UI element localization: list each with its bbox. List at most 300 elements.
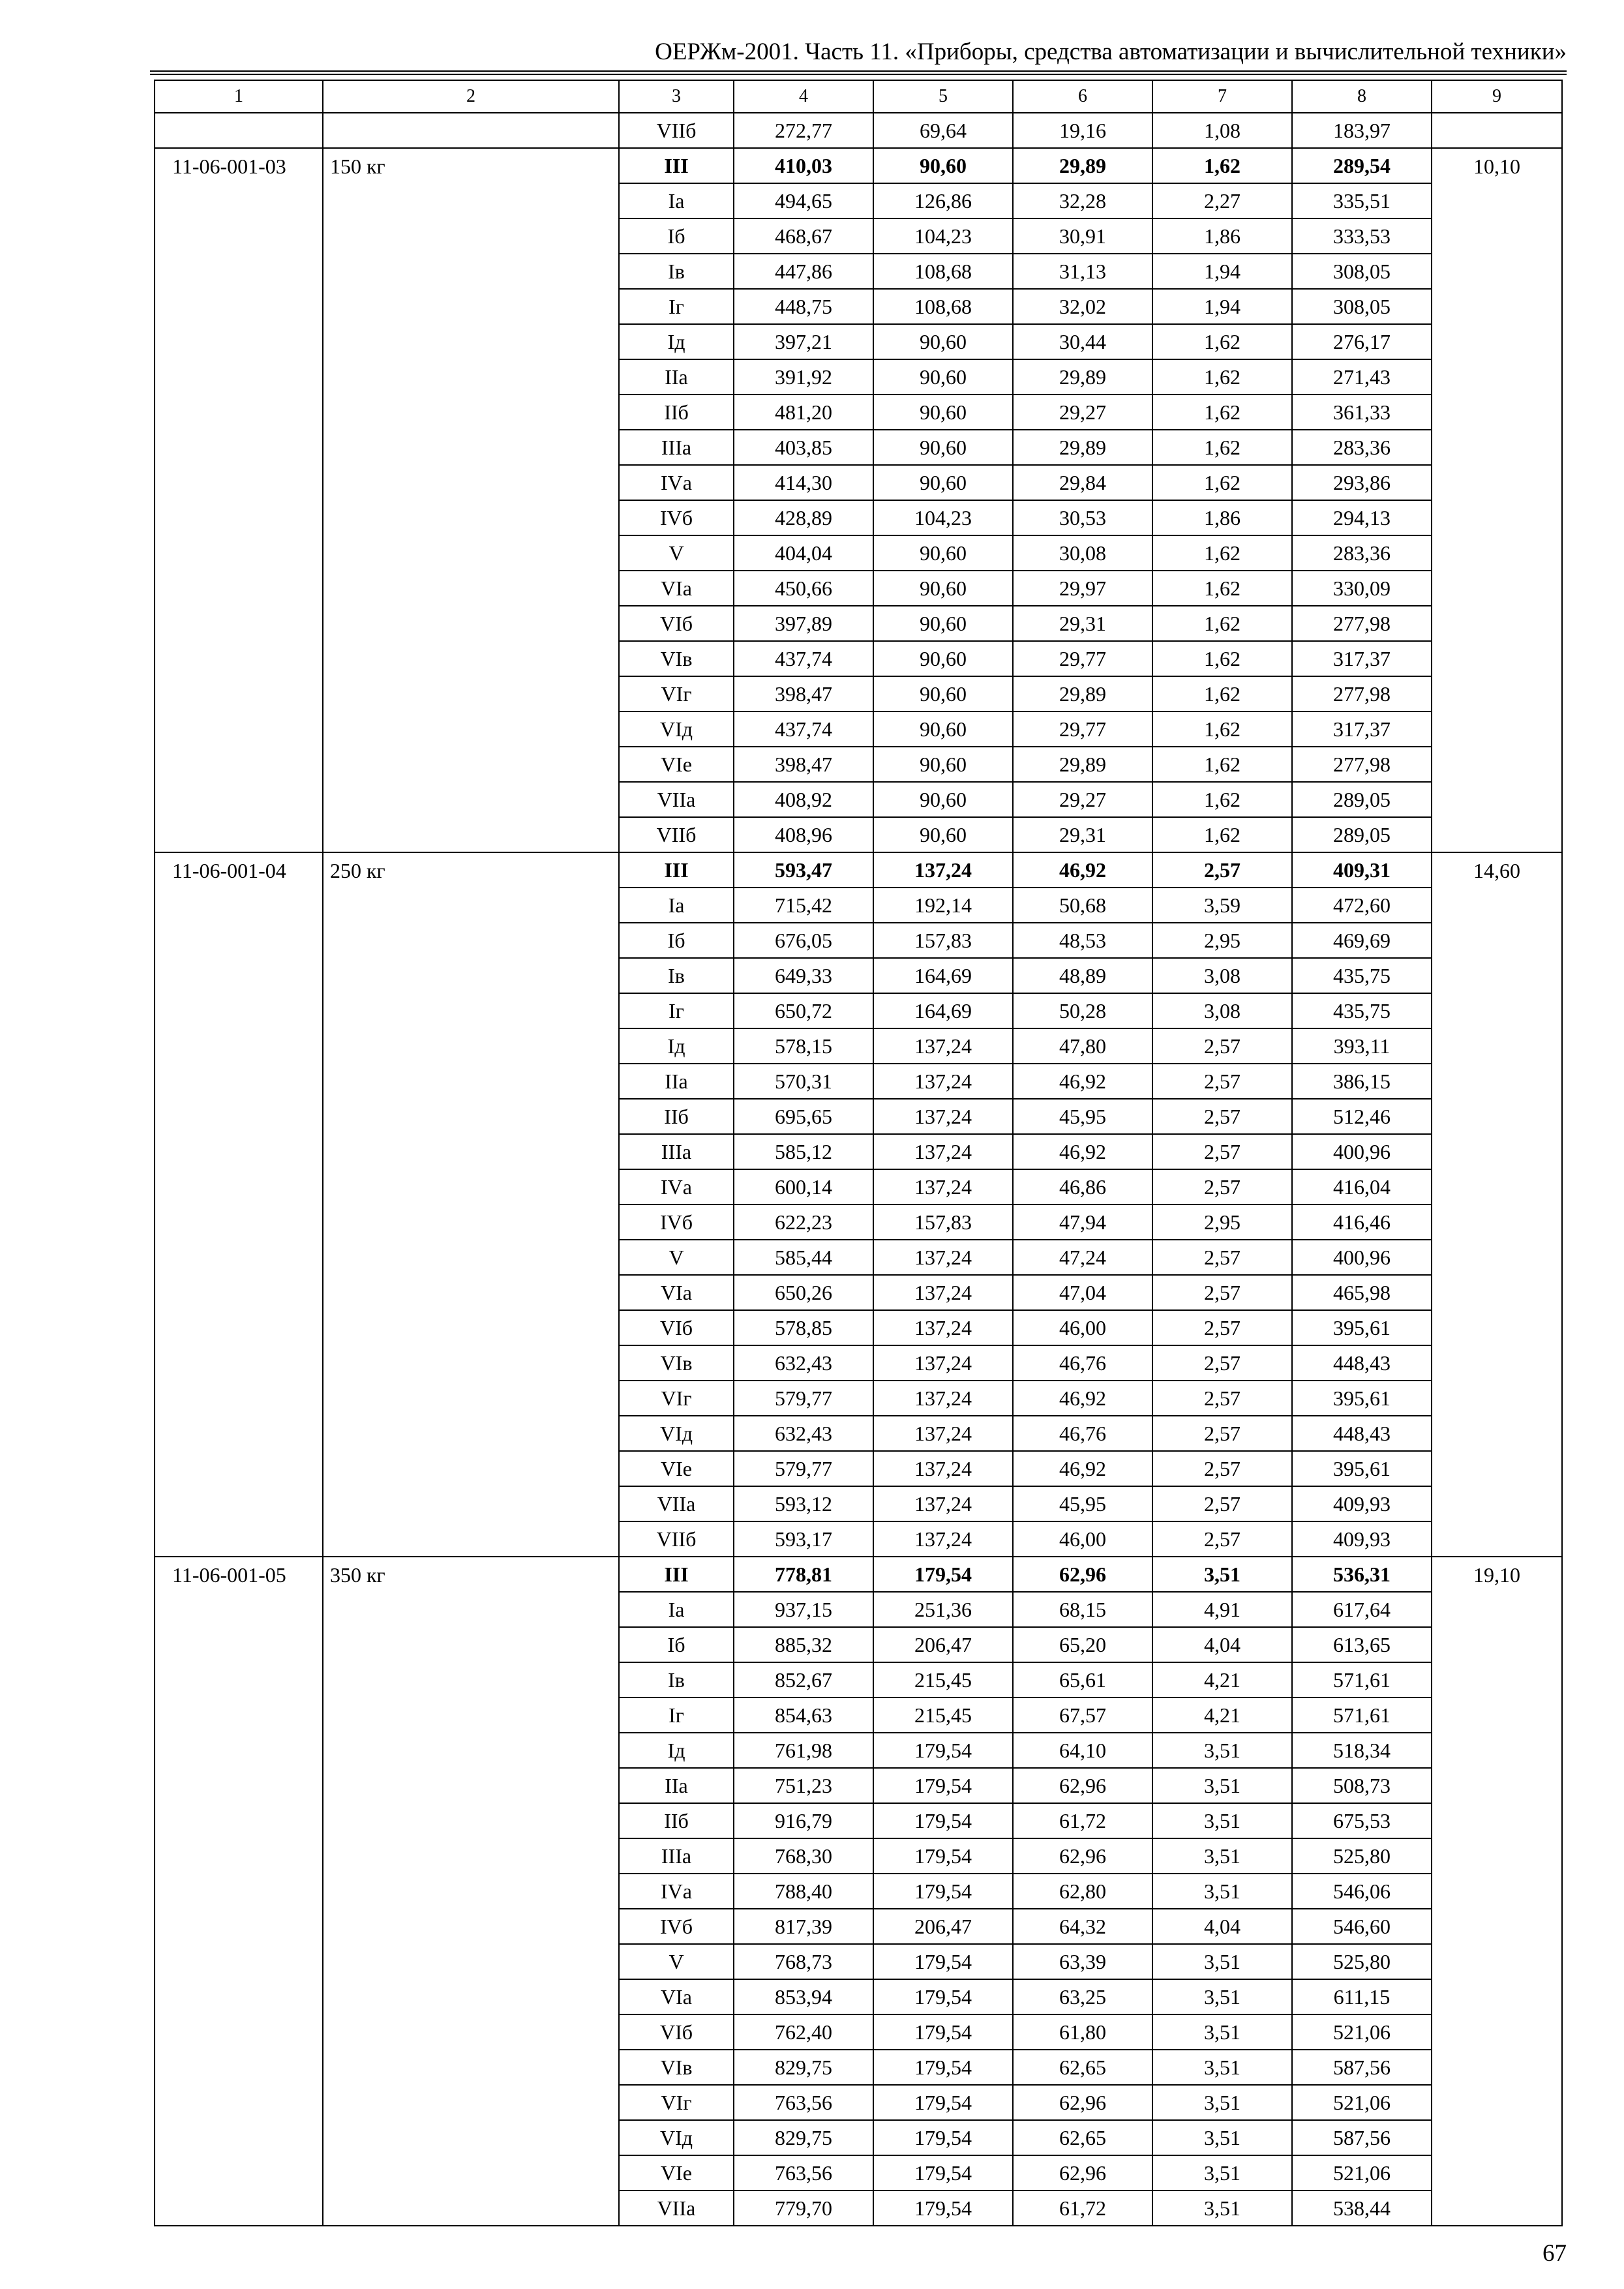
row-code-cell: [155, 606, 323, 641]
row-value-cell: 521,06: [1292, 2085, 1432, 2120]
row-value-cell: 571,61: [1292, 1662, 1432, 1698]
row-col9-cell: [1432, 1803, 1562, 1838]
row-value-cell: 611,15: [1292, 1979, 1432, 2014]
row-value-cell: 46,86: [1013, 1169, 1152, 1204]
row-col9-cell: [1432, 1169, 1562, 1204]
row-name-cell: [323, 606, 619, 641]
row-value-cell: 31,13: [1013, 254, 1152, 289]
row-value-cell: 206,47: [873, 1909, 1013, 1944]
row-value-cell: 108,68: [873, 289, 1013, 324]
row-code-cell: [155, 1310, 323, 1345]
row-value-cell: 32,28: [1013, 183, 1152, 218]
row-value-cell: 108,68: [873, 254, 1013, 289]
row-value-cell: 448,43: [1292, 1345, 1432, 1381]
row-value-cell: 3,08: [1152, 958, 1292, 993]
row-name-cell: [323, 1381, 619, 1416]
row-value-cell: 90,60: [873, 359, 1013, 395]
row-value-cell: 30,44: [1013, 324, 1152, 359]
table-row: [155, 1768, 1562, 1803]
row-value-cell: 3,51: [1152, 2191, 1292, 2226]
row-code-cell: [155, 1909, 323, 1944]
row-code-cell: 11-06-001-03: [155, 148, 323, 183]
row-name-cell: [323, 1345, 619, 1381]
row-value-cell: 1,62: [1152, 606, 1292, 641]
row-category-cell: V: [619, 1944, 734, 1979]
row-value-cell: 46,00: [1013, 1521, 1152, 1557]
row-value-cell: 397,89: [734, 606, 873, 641]
row-value-cell: 1,08: [1152, 113, 1292, 148]
row-value-cell: 90,60: [873, 430, 1013, 465]
row-value-cell: 179,54: [873, 1557, 1013, 1592]
row-code-cell: [155, 1240, 323, 1275]
table-row: [155, 1275, 1562, 1310]
row-col9-cell: [1432, 923, 1562, 958]
table-row: [155, 571, 1562, 606]
row-category-cell: Iд: [619, 324, 734, 359]
row-name-cell: [323, 1803, 619, 1838]
row-value-cell: 137,24: [873, 1310, 1013, 1345]
row-value-cell: 2,57: [1152, 1345, 1292, 1381]
row-value-cell: 277,98: [1292, 676, 1432, 711]
row-value-cell: 46,92: [1013, 1381, 1152, 1416]
row-value-cell: 512,46: [1292, 1099, 1432, 1134]
row-category-cell: VIб: [619, 1310, 734, 1345]
row-col9-cell: [1432, 606, 1562, 641]
row-value-cell: 90,60: [873, 606, 1013, 641]
row-category-cell: VIIб: [619, 1521, 734, 1557]
row-value-cell: 179,54: [873, 1838, 1013, 1874]
table-row: [155, 1310, 1562, 1345]
row-col9-cell: [1432, 888, 1562, 923]
row-value-cell: 2,57: [1152, 1486, 1292, 1521]
row-value-cell: 435,75: [1292, 993, 1432, 1028]
row-col9-cell: [1432, 535, 1562, 571]
table-row: [155, 2155, 1562, 2191]
table-row: [155, 711, 1562, 747]
row-code-cell: [155, 747, 323, 782]
row-value-cell: 137,24: [873, 1451, 1013, 1486]
row-value-cell: 335,51: [1292, 183, 1432, 218]
row-value-cell: 137,24: [873, 1240, 1013, 1275]
row-category-cell: VIб: [619, 2014, 734, 2050]
row-category-cell: VIд: [619, 711, 734, 747]
row-value-cell: 215,45: [873, 1662, 1013, 1698]
row-category-cell: IIа: [619, 1064, 734, 1099]
row-value-cell: 47,80: [1013, 1028, 1152, 1064]
row-value-cell: 65,20: [1013, 1627, 1152, 1662]
row-name-cell: [323, 711, 619, 747]
row-value-cell: 1,62: [1152, 359, 1292, 395]
row-name-cell: [323, 888, 619, 923]
row-value-cell: 398,47: [734, 676, 873, 711]
row-value-cell: 2,57: [1152, 1099, 1292, 1134]
table-row: [155, 1698, 1562, 1733]
table-row: [155, 1627, 1562, 1662]
row-code-cell: [155, 1416, 323, 1451]
column-header: 9: [1432, 80, 1562, 113]
table-row: [155, 1345, 1562, 1381]
row-col9-cell: [1432, 2155, 1562, 2191]
row-value-cell: 137,24: [873, 1381, 1013, 1416]
row-name-cell: [323, 2050, 619, 2085]
row-value-cell: 4,04: [1152, 1627, 1292, 1662]
row-value-cell: 1,62: [1152, 148, 1292, 183]
row-col9-cell: [1432, 2120, 1562, 2155]
row-value-cell: 137,24: [873, 1486, 1013, 1521]
row-value-cell: 632,43: [734, 1416, 873, 1451]
table-row: [155, 1099, 1562, 1134]
column-header: 2: [323, 80, 619, 113]
table-row: [155, 500, 1562, 535]
row-value-cell: 715,42: [734, 888, 873, 923]
row-value-cell: 437,74: [734, 641, 873, 676]
row-value-cell: 4,04: [1152, 1909, 1292, 1944]
row-value-cell: 437,74: [734, 711, 873, 747]
row-code-cell: [155, 711, 323, 747]
row-col9-cell: [1432, 1521, 1562, 1557]
row-value-cell: 29,27: [1013, 395, 1152, 430]
table-row: [155, 1451, 1562, 1486]
row-category-cell: VIг: [619, 2085, 734, 2120]
row-value-cell: 632,43: [734, 1345, 873, 1381]
row-category-cell: VIв: [619, 641, 734, 676]
row-value-cell: 30,91: [1013, 218, 1152, 254]
row-value-cell: 3,51: [1152, 1838, 1292, 1874]
row-value-cell: 179,54: [873, 2191, 1013, 2226]
row-name-cell: [323, 359, 619, 395]
row-value-cell: 90,60: [873, 817, 1013, 852]
row-name-cell: [323, 1979, 619, 2014]
row-value-cell: 3,51: [1152, 1557, 1292, 1592]
row-value-cell: 157,83: [873, 1204, 1013, 1240]
row-value-cell: 579,77: [734, 1451, 873, 1486]
row-name-cell: [323, 183, 619, 218]
row-name-cell: [323, 113, 619, 148]
row-col9-cell: [1432, 359, 1562, 395]
row-name-cell: [323, 2155, 619, 2191]
row-value-cell: 277,98: [1292, 747, 1432, 782]
row-value-cell: 779,70: [734, 2191, 873, 2226]
row-code-cell: [155, 641, 323, 676]
row-value-cell: 468,67: [734, 218, 873, 254]
row-category-cell: VIд: [619, 2120, 734, 2155]
row-value-cell: 29,77: [1013, 711, 1152, 747]
row-value-cell: 854,63: [734, 1698, 873, 1733]
row-value-cell: 2,57: [1152, 1521, 1292, 1557]
row-category-cell: VIб: [619, 606, 734, 641]
row-value-cell: 395,61: [1292, 1310, 1432, 1345]
row-code-cell: [155, 1803, 323, 1838]
row-value-cell: 536,31: [1292, 1557, 1432, 1592]
row-code-cell: [155, 324, 323, 359]
row-value-cell: 778,81: [734, 1557, 873, 1592]
row-value-cell: 916,79: [734, 1803, 873, 1838]
row-value-cell: 61,72: [1013, 1803, 1152, 1838]
row-category-cell: VIе: [619, 747, 734, 782]
row-category-cell: IIб: [619, 1099, 734, 1134]
row-value-cell: 289,05: [1292, 817, 1432, 852]
row-name-cell: [323, 1134, 619, 1169]
table-row: [155, 535, 1562, 571]
row-category-cell: Iг: [619, 289, 734, 324]
row-value-cell: 1,62: [1152, 395, 1292, 430]
row-code-cell: [155, 1662, 323, 1698]
row-col9-cell: 14,60: [1432, 852, 1562, 888]
row-value-cell: 1,62: [1152, 782, 1292, 817]
row-name-cell: [323, 1733, 619, 1768]
row-value-cell: 525,80: [1292, 1944, 1432, 1979]
row-category-cell: Iа: [619, 888, 734, 923]
row-value-cell: 400,96: [1292, 1134, 1432, 1169]
row-value-cell: 104,23: [873, 500, 1013, 535]
row-value-cell: 768,73: [734, 1944, 873, 1979]
row-value-cell: 763,56: [734, 2155, 873, 2191]
row-value-cell: 829,75: [734, 2120, 873, 2155]
row-value-cell: 403,85: [734, 430, 873, 465]
row-value-cell: 600,14: [734, 1169, 873, 1204]
row-category-cell: Iа: [619, 183, 734, 218]
row-value-cell: 649,33: [734, 958, 873, 993]
row-col9-cell: [1432, 1275, 1562, 1310]
row-category-cell: VIд: [619, 1416, 734, 1451]
row-value-cell: 61,80: [1013, 2014, 1152, 2050]
row-name-cell: [323, 2120, 619, 2155]
page-number: 67: [1542, 2240, 1567, 2267]
row-col9-cell: [1432, 993, 1562, 1028]
row-value-cell: 29,89: [1013, 676, 1152, 711]
row-value-cell: 448,75: [734, 289, 873, 324]
row-value-cell: 885,32: [734, 1627, 873, 1662]
row-code-cell: [155, 1627, 323, 1662]
row-code-cell: [155, 1028, 323, 1064]
row-value-cell: 183,97: [1292, 113, 1432, 148]
row-col9-cell: [1432, 183, 1562, 218]
row-value-cell: 4,91: [1152, 1592, 1292, 1627]
row-value-cell: 465,98: [1292, 1275, 1432, 1310]
row-value-cell: 90,60: [873, 571, 1013, 606]
table-row: [155, 606, 1562, 641]
row-value-cell: 179,54: [873, 1803, 1013, 1838]
row-name-cell: [323, 1698, 619, 1733]
row-category-cell: IVб: [619, 500, 734, 535]
row-value-cell: 48,89: [1013, 958, 1152, 993]
row-value-cell: 283,36: [1292, 535, 1432, 571]
table-row: [155, 324, 1562, 359]
row-category-cell: VIа: [619, 571, 734, 606]
row-name-cell: [323, 2085, 619, 2120]
row-code-cell: [155, 1521, 323, 1557]
row-value-cell: 294,13: [1292, 500, 1432, 535]
row-category-cell: VIа: [619, 1979, 734, 2014]
row-value-cell: 29,89: [1013, 148, 1152, 183]
row-col9-cell: [1432, 1204, 1562, 1240]
row-value-cell: 29,89: [1013, 359, 1152, 395]
table-row: [155, 1169, 1562, 1204]
row-col9-cell: [1432, 1310, 1562, 1345]
table-row: [155, 1416, 1562, 1451]
row-value-cell: 1,94: [1152, 254, 1292, 289]
row-value-cell: 763,56: [734, 2085, 873, 2120]
row-category-cell: VIг: [619, 676, 734, 711]
row-value-cell: 409,93: [1292, 1486, 1432, 1521]
row-value-cell: 1,62: [1152, 747, 1292, 782]
row-value-cell: 45,95: [1013, 1099, 1152, 1134]
row-col9-cell: [1432, 2050, 1562, 2085]
row-value-cell: 251,36: [873, 1592, 1013, 1627]
row-value-cell: 4,21: [1152, 1698, 1292, 1733]
row-value-cell: 179,54: [873, 2014, 1013, 2050]
row-code-cell: [155, 2014, 323, 2050]
row-category-cell: IVа: [619, 1169, 734, 1204]
row-value-cell: 283,36: [1292, 430, 1432, 465]
row-value-cell: 3,51: [1152, 1944, 1292, 1979]
row-value-cell: 289,54: [1292, 148, 1432, 183]
row-value-cell: 386,15: [1292, 1064, 1432, 1099]
row-code-cell: [155, 289, 323, 324]
row-code-cell: 11-06-001-04: [155, 852, 323, 888]
row-value-cell: 30,08: [1013, 535, 1152, 571]
row-value-cell: 29,89: [1013, 430, 1152, 465]
row-value-cell: 62,96: [1013, 1838, 1152, 1874]
table-row: [155, 1557, 1562, 1592]
row-value-cell: 68,15: [1013, 1592, 1152, 1627]
row-value-cell: 578,85: [734, 1310, 873, 1345]
row-value-cell: 90,60: [873, 676, 1013, 711]
row-col9-cell: [1432, 2085, 1562, 2120]
row-col9-cell: [1432, 1627, 1562, 1662]
row-value-cell: 272,77: [734, 113, 873, 148]
row-name-cell: 350 кг: [323, 1557, 619, 1592]
row-value-cell: 32,02: [1013, 289, 1152, 324]
row-value-cell: 751,23: [734, 1768, 873, 1803]
row-value-cell: 2,57: [1152, 1310, 1292, 1345]
row-name-cell: [323, 1204, 619, 1240]
row-value-cell: 164,69: [873, 993, 1013, 1028]
row-col9-cell: [1432, 1451, 1562, 1486]
row-value-cell: 69,64: [873, 113, 1013, 148]
row-col9-cell: [1432, 1592, 1562, 1627]
row-name-cell: [323, 254, 619, 289]
row-value-cell: 1,86: [1152, 218, 1292, 254]
row-value-cell: 62,65: [1013, 2050, 1152, 2085]
row-category-cell: VIв: [619, 1345, 734, 1381]
row-value-cell: 395,61: [1292, 1381, 1432, 1416]
row-value-cell: 397,21: [734, 324, 873, 359]
row-value-cell: 546,60: [1292, 1909, 1432, 1944]
row-name-cell: [323, 218, 619, 254]
row-value-cell: 179,54: [873, 1733, 1013, 1768]
column-header: 1: [155, 80, 323, 113]
row-category-cell: IVб: [619, 1204, 734, 1240]
row-category-cell: Iд: [619, 1733, 734, 1768]
table-row: [155, 2085, 1562, 2120]
row-value-cell: 45,95: [1013, 1486, 1152, 1521]
row-col9-cell: [1432, 1134, 1562, 1169]
row-value-cell: 215,45: [873, 1698, 1013, 1733]
row-code-cell: [155, 1204, 323, 1240]
table-row: [155, 1240, 1562, 1275]
row-col9-cell: [1432, 1240, 1562, 1275]
table-row: [155, 218, 1562, 254]
row-value-cell: 179,54: [873, 1768, 1013, 1803]
row-name-cell: [323, 395, 619, 430]
row-value-cell: 308,05: [1292, 289, 1432, 324]
row-value-cell: 1,62: [1152, 324, 1292, 359]
row-name-cell: [323, 2014, 619, 2050]
row-value-cell: 192,14: [873, 888, 1013, 923]
row-col9-cell: [1432, 324, 1562, 359]
row-category-cell: Iд: [619, 1028, 734, 1064]
table-row: [155, 1874, 1562, 1909]
row-value-cell: 587,56: [1292, 2120, 1432, 2155]
row-code-cell: [155, 1874, 323, 1909]
row-category-cell: Iб: [619, 218, 734, 254]
row-value-cell: 271,43: [1292, 359, 1432, 395]
row-value-cell: 137,24: [873, 1134, 1013, 1169]
row-value-cell: 317,37: [1292, 711, 1432, 747]
row-code-cell: [155, 1733, 323, 1768]
row-col9-cell: [1432, 571, 1562, 606]
row-value-cell: 1,62: [1152, 571, 1292, 606]
row-code-cell: [155, 1275, 323, 1310]
table-row: [155, 1486, 1562, 1521]
row-value-cell: 46,76: [1013, 1345, 1152, 1381]
column-header: 3: [619, 80, 734, 113]
row-value-cell: 2,57: [1152, 852, 1292, 888]
row-value-cell: 578,15: [734, 1028, 873, 1064]
row-value-cell: 90,60: [873, 395, 1013, 430]
row-category-cell: VIг: [619, 1381, 734, 1416]
table-row: [155, 430, 1562, 465]
row-col9-cell: [1432, 1698, 1562, 1733]
row-category-cell: VIIб: [619, 817, 734, 852]
row-value-cell: 400,96: [1292, 1240, 1432, 1275]
table-row: [155, 1381, 1562, 1416]
table-row: [155, 1803, 1562, 1838]
row-code-cell: [155, 571, 323, 606]
table-row: [155, 1592, 1562, 1627]
row-value-cell: 137,24: [873, 1099, 1013, 1134]
row-value-cell: 393,11: [1292, 1028, 1432, 1064]
row-value-cell: 63,25: [1013, 1979, 1152, 2014]
table-row: [155, 1979, 1562, 2014]
row-col9-cell: [1432, 2191, 1562, 2226]
row-value-cell: 761,98: [734, 1733, 873, 1768]
row-value-cell: 277,98: [1292, 606, 1432, 641]
row-value-cell: 90,60: [873, 747, 1013, 782]
row-category-cell: V: [619, 1240, 734, 1275]
row-col9-cell: [1432, 465, 1562, 500]
row-category-cell: Iг: [619, 1698, 734, 1733]
column-header: 5: [873, 80, 1013, 113]
row-col9-cell: [1432, 641, 1562, 676]
row-value-cell: 330,09: [1292, 571, 1432, 606]
row-code-cell: [155, 2050, 323, 2085]
row-value-cell: 333,53: [1292, 218, 1432, 254]
row-name-cell: [323, 1310, 619, 1345]
row-name-cell: [323, 500, 619, 535]
row-value-cell: 50,28: [1013, 993, 1152, 1028]
row-value-cell: 472,60: [1292, 888, 1432, 923]
row-name-cell: [323, 535, 619, 571]
row-value-cell: 62,96: [1013, 1768, 1152, 1803]
row-value-cell: 137,24: [873, 1028, 1013, 1064]
row-value-cell: 29,27: [1013, 782, 1152, 817]
table-body: [155, 113, 1562, 2226]
row-value-cell: 593,17: [734, 1521, 873, 1557]
table-row: [155, 1838, 1562, 1874]
row-value-cell: 179,54: [873, 2085, 1013, 2120]
